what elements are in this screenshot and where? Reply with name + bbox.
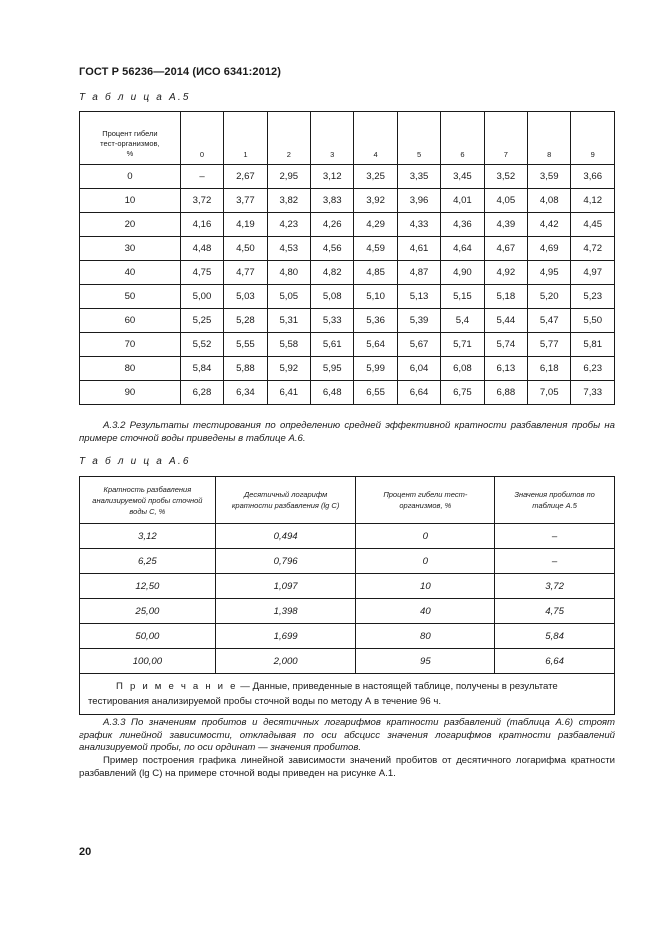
paragraph-a33-text: А.3.3 По значениям пробитов и десятичных логарифмов кратности разбавлений (таблица А.6) строят график линейной зависимости, откладывая по оси абсцисс значения логарифмов кратности разбавлений анализируемой пробы, по оси ординат — значения пробитов. xyxy=(79,717,615,753)
table-cell: 4,72 xyxy=(571,237,615,261)
table-a5-corner-header xyxy=(80,112,181,165)
table-cell: 5,28 xyxy=(224,309,267,333)
table-cell: 2,000 xyxy=(215,649,356,674)
table-row xyxy=(80,381,615,405)
table-cell: 5,33 xyxy=(311,309,354,333)
table-cell: 3,52 xyxy=(484,165,527,189)
table-cell: 6,13 xyxy=(484,357,527,381)
table-cell: 0 xyxy=(356,549,495,574)
note-text: — Данные, приведенные в настоящей таблице, получены в результате тестирования анализируемой пробы сточной воды по методу А в течение 96 ч. xyxy=(88,681,558,707)
table-cell: 6,48 xyxy=(311,381,354,405)
table-cell: 4,39 xyxy=(484,213,527,237)
table-cell: 1,699 xyxy=(215,624,356,649)
table-row xyxy=(80,213,615,237)
table-cell: 25,00 xyxy=(80,599,216,624)
table-cell: 6,18 xyxy=(528,357,571,381)
table-cell: 6,34 xyxy=(224,381,267,405)
table-cell: 5,61 xyxy=(311,333,354,357)
table-cell: 5,44 xyxy=(484,309,527,333)
column-header-log: Десятичный логарифм кратности разбавления (lg C) xyxy=(215,477,356,524)
table-a5-body xyxy=(80,165,615,405)
table-cell: – xyxy=(180,165,223,189)
table-row xyxy=(80,189,615,213)
table-cell: 40 xyxy=(356,599,495,624)
table-a5 xyxy=(79,111,615,405)
table-row xyxy=(80,357,615,381)
column-header: 9 xyxy=(571,112,615,165)
table-row xyxy=(80,261,615,285)
table-cell: 5,74 xyxy=(484,333,527,357)
table-cell: 4,82 xyxy=(311,261,354,285)
table-cell: 6,08 xyxy=(441,357,484,381)
table-cell: 3,82 xyxy=(267,189,310,213)
column-header: 6 xyxy=(441,112,484,165)
column-header: 5 xyxy=(397,112,440,165)
table-row xyxy=(80,165,615,189)
table-row xyxy=(80,549,615,574)
table-cell: 4,85 xyxy=(354,261,397,285)
table-cell: 5,18 xyxy=(484,285,527,309)
table-cell: 5,4 xyxy=(441,309,484,333)
table-cell: 3,35 xyxy=(397,165,440,189)
table-cell: 4,92 xyxy=(484,261,527,285)
table-cell: 6,25 xyxy=(80,549,216,574)
table-cell: 5,55 xyxy=(224,333,267,357)
row-label: 70 xyxy=(80,333,181,357)
row-label: 90 xyxy=(80,381,181,405)
table-row xyxy=(80,649,615,674)
table-cell: 4,05 xyxy=(484,189,527,213)
table-cell: 4,26 xyxy=(311,213,354,237)
corner-line: Процент гибели xyxy=(102,129,158,138)
row-label: 20 xyxy=(80,213,181,237)
table-a6-caption: Т а б л и ц а А.6 xyxy=(79,456,191,467)
table-cell: 95 xyxy=(356,649,495,674)
table-cell: 4,80 xyxy=(267,261,310,285)
table-cell: 4,08 xyxy=(528,189,571,213)
table-cell: 5,39 xyxy=(397,309,440,333)
table-cell: 6,23 xyxy=(571,357,615,381)
table-cell: 5,67 xyxy=(397,333,440,357)
table-cell: 5,64 xyxy=(354,333,397,357)
table-cell: 4,23 xyxy=(267,213,310,237)
table-cell: 6,55 xyxy=(354,381,397,405)
table-cell: 4,33 xyxy=(397,213,440,237)
paragraph-a32-text: А.3.2 Результаты тестирования по определению средней эффективной кратности разбавления пробы на примере сточной воды приведены в таблице А.6. xyxy=(79,420,615,444)
column-header-probit: Значения пробитов по таблице А.5 xyxy=(495,477,615,524)
table-cell: 4,75 xyxy=(495,599,615,624)
table-cell: 3,66 xyxy=(571,165,615,189)
table-cell: 4,69 xyxy=(528,237,571,261)
table-cell: 3,83 xyxy=(311,189,354,213)
table-cell: 3,12 xyxy=(311,165,354,189)
table-cell: 5,23 xyxy=(571,285,615,309)
table-cell: 10 xyxy=(356,574,495,599)
table-cell: 4,97 xyxy=(571,261,615,285)
column-header: 3 xyxy=(311,112,354,165)
table-row xyxy=(80,574,615,599)
row-label: 30 xyxy=(80,237,181,261)
table-cell: 80 xyxy=(356,624,495,649)
row-label: 10 xyxy=(80,189,181,213)
table-cell: 6,64 xyxy=(495,649,615,674)
table-cell: 5,08 xyxy=(311,285,354,309)
table-cell: 5,13 xyxy=(397,285,440,309)
paragraph-a32 xyxy=(79,420,615,445)
table-cell: 6,04 xyxy=(397,357,440,381)
table-row xyxy=(80,285,615,309)
table-cell: 4,61 xyxy=(397,237,440,261)
table-cell: 5,03 xyxy=(224,285,267,309)
table-row xyxy=(80,309,615,333)
table-cell: 5,47 xyxy=(528,309,571,333)
table-a6-header-row xyxy=(80,477,615,524)
table-a6-body xyxy=(80,524,615,674)
table-cell: 4,75 xyxy=(180,261,223,285)
table-cell: 4,45 xyxy=(571,213,615,237)
table-cell: 3,45 xyxy=(441,165,484,189)
table-cell: 12,50 xyxy=(80,574,216,599)
table-cell: 6,75 xyxy=(441,381,484,405)
table-cell: 5,77 xyxy=(528,333,571,357)
row-label: 40 xyxy=(80,261,181,285)
table-cell: 4,29 xyxy=(354,213,397,237)
table-cell: 100,00 xyxy=(80,649,216,674)
table-cell: 1,398 xyxy=(215,599,356,624)
table-cell: 4,16 xyxy=(180,213,223,237)
row-label: 60 xyxy=(80,309,181,333)
row-label: 80 xyxy=(80,357,181,381)
table-a6-note-row xyxy=(80,674,615,715)
table-cell: 2,95 xyxy=(267,165,310,189)
table-cell: 4,53 xyxy=(267,237,310,261)
table-cell: 4,01 xyxy=(441,189,484,213)
table-cell: 4,64 xyxy=(441,237,484,261)
table-cell: 5,81 xyxy=(571,333,615,357)
table-cell: 4,48 xyxy=(180,237,223,261)
column-header: 4 xyxy=(354,112,397,165)
table-a5-caption: Т а б л и ц а А.5 xyxy=(79,92,191,103)
table-cell: 5,95 xyxy=(311,357,354,381)
table-cell: 5,88 xyxy=(224,357,267,381)
table-cell: 4,95 xyxy=(528,261,571,285)
table-cell: 5,00 xyxy=(180,285,223,309)
table-cell: 7,33 xyxy=(571,381,615,405)
table-cell: 5,92 xyxy=(267,357,310,381)
column-header: 0 xyxy=(180,112,223,165)
table-cell: 5,10 xyxy=(354,285,397,309)
table-cell: 3,25 xyxy=(354,165,397,189)
table-cell: 4,19 xyxy=(224,213,267,237)
table-a5-header-row xyxy=(80,112,615,165)
table-cell: 5,25 xyxy=(180,309,223,333)
table-cell: 2,67 xyxy=(224,165,267,189)
table-row xyxy=(80,624,615,649)
table-cell: 5,05 xyxy=(267,285,310,309)
table-cell: – xyxy=(495,549,615,574)
table-a6 xyxy=(79,476,615,715)
table-cell: 5,84 xyxy=(495,624,615,649)
table-cell: 3,96 xyxy=(397,189,440,213)
table-cell: 5,58 xyxy=(267,333,310,357)
table-row xyxy=(80,333,615,357)
table-cell: 6,88 xyxy=(484,381,527,405)
corner-line: тест-организмов, xyxy=(100,139,160,148)
table-cell: 4,50 xyxy=(224,237,267,261)
table-cell: 7,05 xyxy=(528,381,571,405)
table-cell: 5,36 xyxy=(354,309,397,333)
table-cell: 0,494 xyxy=(215,524,356,549)
table-cell: 4,67 xyxy=(484,237,527,261)
table-cell: 3,72 xyxy=(495,574,615,599)
table-cell: 3,72 xyxy=(180,189,223,213)
column-header: 8 xyxy=(528,112,571,165)
table-cell: 4,12 xyxy=(571,189,615,213)
table-cell: 3,12 xyxy=(80,524,216,549)
table-cell: 0 xyxy=(356,524,495,549)
paragraph-example xyxy=(79,755,615,780)
table-cell: 4,56 xyxy=(311,237,354,261)
table-cell: 5,31 xyxy=(267,309,310,333)
table-cell: 5,99 xyxy=(354,357,397,381)
table-cell: 6,64 xyxy=(397,381,440,405)
table-cell: 4,42 xyxy=(528,213,571,237)
page-number: 20 xyxy=(79,846,92,858)
corner-line: % xyxy=(126,149,134,158)
table-cell: 50,00 xyxy=(80,624,216,649)
table-cell: 6,28 xyxy=(180,381,223,405)
table-cell: 5,50 xyxy=(571,309,615,333)
table-cell: 4,59 xyxy=(354,237,397,261)
table-cell: 0,796 xyxy=(215,549,356,574)
table-cell: 5,71 xyxy=(441,333,484,357)
row-label: 0 xyxy=(80,165,181,189)
table-cell: 3,59 xyxy=(528,165,571,189)
table-row xyxy=(80,237,615,261)
column-header: 7 xyxy=(484,112,527,165)
column-header-dilution: Кратность разбавления анализируемой пробы сточной воды С, % xyxy=(80,477,216,524)
table-cell: – xyxy=(495,524,615,549)
table-cell: 1,097 xyxy=(215,574,356,599)
table-cell: 5,84 xyxy=(180,357,223,381)
table-cell: 5,20 xyxy=(528,285,571,309)
table-cell: 4,90 xyxy=(441,261,484,285)
column-header: 1 xyxy=(224,112,267,165)
column-header: 2 xyxy=(267,112,310,165)
note-label: П р и м е ч а н и е xyxy=(116,681,238,692)
table-cell: 5,52 xyxy=(180,333,223,357)
paragraph-a33 xyxy=(79,717,615,755)
table-cell: 4,36 xyxy=(441,213,484,237)
row-label: 50 xyxy=(80,285,181,309)
paragraph-example-text: Пример построения графика линейной зависимости значений пробитов от десятичного логарифма кратности разбавлений (lg C) на примере сточной воды приведен на рисунке А.1. xyxy=(79,755,615,779)
table-cell: 4,77 xyxy=(224,261,267,285)
table-cell: 3,77 xyxy=(224,189,267,213)
table-row xyxy=(80,524,615,549)
table-cell: 5,15 xyxy=(441,285,484,309)
column-header-mortality: Процент гибели тест-организмов, % xyxy=(356,477,495,524)
table-cell: 4,87 xyxy=(397,261,440,285)
table-cell: 6,41 xyxy=(267,381,310,405)
document-header: ГОСТ Р 56236—2014 (ИСО 6341:2012) xyxy=(79,66,282,78)
table-a6-note xyxy=(80,674,615,715)
table-cell: 3,92 xyxy=(354,189,397,213)
table-row xyxy=(80,599,615,624)
